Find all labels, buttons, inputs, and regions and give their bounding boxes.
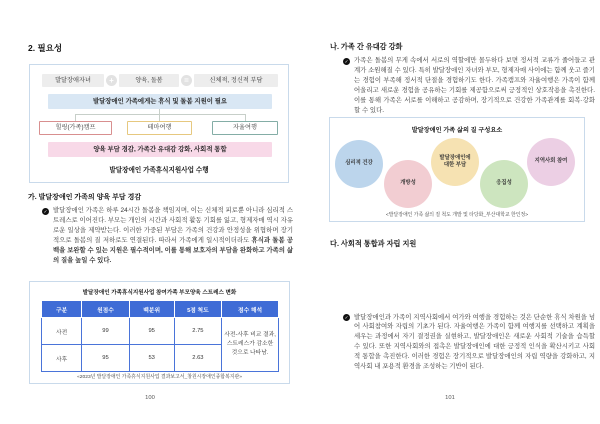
right-page <box>300 0 600 424</box>
col-header-gubun: 구분 <box>42 301 82 318</box>
paragraph-text: 발달장애인 가족은 하루 24시간 돌봄을 책임지며, 이는 신체적 피로뿐 아니라 심리적 스트레스로 이어진다. 부모는 개인의 시간과 사회적 활동 기회를 잃고, 형제자매 역시 자유로운 일상을 제약받는다. 이러한 가중된 부담은 가족의 건강과 안정성을 위협하며 장기적으로 돌봄의 질 저하로도 연결된다. 따라서 가족에게 일시적이더라도 <box>53 207 293 244</box>
circle-psychological-health <box>335 140 383 188</box>
circle-burden <box>431 138 479 186</box>
cell-interpretation: 사전-사후 비교 결과, 스트레스가 감소한 것으로 나타남. <box>222 318 279 372</box>
quality-diagram-title: 발달장애인 가족 삶의 질 구성요소 <box>411 127 503 134</box>
page-number-right: 101 <box>445 395 455 401</box>
circle-cohesion <box>480 160 528 208</box>
col-header-raw-score: 원점수 <box>82 301 129 318</box>
page-title: 2. 필요성 <box>28 43 63 53</box>
table-source: «2023년 발달장애인 가족휴식지원사업 결과보고서_창원시장애인종합복지관» <box>77 375 242 380</box>
cell-pre-raw: 99 <box>82 318 129 345</box>
subsection-ga-title: 가. 발달장애인 가족의 양육 부담 경감 <box>28 194 142 201</box>
circle-community-participation <box>527 138 575 186</box>
section-da-paragraph <box>343 313 595 373</box>
table-row <box>42 318 279 345</box>
section-na-title: 나. 가족 간 유대감 강화 <box>330 42 403 51</box>
page-number-left: 100 <box>145 395 155 401</box>
circle-label: 응집성 <box>496 180 512 187</box>
subsection-ga-paragraph <box>42 206 293 266</box>
cell-pre-percentile: 95 <box>129 318 174 345</box>
diagram-top-row <box>42 74 278 87</box>
col-header-interpretation: 점수 해석 <box>222 301 279 318</box>
cell-post-percentile: 53 <box>129 345 174 372</box>
circle-label: 심리적 건강 <box>345 160 373 167</box>
need-banner: 발달장애인 가족에게는 휴식 및 돌봄 지원이 필요 <box>48 94 272 109</box>
stats-table-box <box>29 281 290 384</box>
check-bullet-icon: ✓ <box>344 315 349 321</box>
program-box-camp: 힐링(가족)캠프 <box>39 121 112 135</box>
stress-table <box>41 300 279 372</box>
table-title: 발달장애인 가족휴식지원사업 참여가족 부모양육 스트레스 변화 <box>82 290 237 296</box>
connector-drop-1 <box>75 114 76 121</box>
paragraph-text: 발달장애인과 가족이 지역사회에서 여가와 여행을 경험하는 것은 단순한 휴식 차원을 넘어 사회참여와 자립의 기초가 된다. 자율여행은 가족이 함께 여행지를 선택하고 계획을 세우는 과정에서 자기 결정권을 실현하고, 발달장애인은 새로운 사회적 기술을 습득할 수 있다. 또한 지역사회와의 접촉은 발달장애인에 대한 긍정적 인식을 확산시키고 사회적 통합을 촉진한다. 이러한 경험은 장기적으로 발달장애인의 자립 역량을 강화하고, 지역사회 내 포용적 환경을 조성하는 기반이 된다. <box>354 313 595 371</box>
paragraph-text-bold: 휴식과 돌봄 공백을 보완할 수 있는 지원은 필수적이며, 이를 통해 보호자의 부담을 완화하고 가족의 삶의 질을 높일 수 있다. <box>53 236 294 264</box>
connector-bar <box>75 114 246 115</box>
paragraph-text: 가족은 돌봄의 무게 속에서 서로의 역할에만 몰두하다 보면 정서적 교류가 줄어들고 관계가 소원해질 수 있다. 특히 발달장애인 자녀와 부모, 형제자매 사이에는 함께 웃고 즐기는 경험이 부족해 정서적 단절을 경험하기도 한다. 가족캠프와 자율여행은 가족이 함께 어울리고 새로운 경험을 공유하는 기회를 제공함으로써 긍정적인 상호작용을 촉진한다. 이를 통해 가족은 서로를 이해하고 공감하며, 장기적으로 건강한 가족관계를 회복·강화할 수 있다. <box>354 57 595 114</box>
circle-label: 지역사회 참여 <box>534 158 568 165</box>
program-box-theme-trip: 테마여행 <box>127 121 192 135</box>
cell-pre-label: 사전 <box>42 318 82 345</box>
plus-icon: + <box>106 75 117 86</box>
equals-icon: = <box>181 75 192 86</box>
needs-diagram <box>29 64 289 183</box>
factor-box-burden: 신체적, 정신적 부담 <box>194 74 278 87</box>
cell-post-scale: 2.63 <box>174 345 221 372</box>
factor-box-child: 발달장애자녀 <box>42 74 104 87</box>
factor-box-care: 양육, 돌봄 <box>119 74 179 87</box>
check-bullet-icon: ✓ <box>344 58 349 64</box>
col-header-5pt-scale: 5점 척도 <box>174 301 221 318</box>
cell-pre-scale: 2.75 <box>174 318 221 345</box>
check-bullet-icon: ✓ <box>43 208 48 214</box>
circle-label: 발달장애인에 대한 부담 <box>439 154 471 168</box>
diagram-outcome: 발달장애인 가족휴식지원사업 수행 <box>109 167 209 174</box>
cell-post-raw: 95 <box>82 345 129 372</box>
connector-drop-3 <box>245 114 246 121</box>
col-header-percentile: 백분위 <box>129 301 174 318</box>
effect-banner: 양육 부담 경감, 가족간 유대감 강화, 사회적 통합 <box>48 142 272 157</box>
cell-post-label: 사후 <box>42 345 82 372</box>
section-da-title: 다. 사회적 통합과 자립 지원 <box>330 239 417 248</box>
connector-drop-2 <box>159 114 160 121</box>
circle-label: 개방성 <box>400 180 416 187</box>
quality-diagram <box>329 117 585 222</box>
circle-openness <box>384 160 432 208</box>
program-box-free-trip: 자율여행 <box>212 121 278 135</box>
table-header-row <box>42 301 279 318</box>
quality-diagram-source: <발달장애인 가족 삶의 질 척도 개발 및 타당화_부산대학교 한인정> <box>385 213 529 218</box>
section-na-paragraph <box>343 56 595 116</box>
